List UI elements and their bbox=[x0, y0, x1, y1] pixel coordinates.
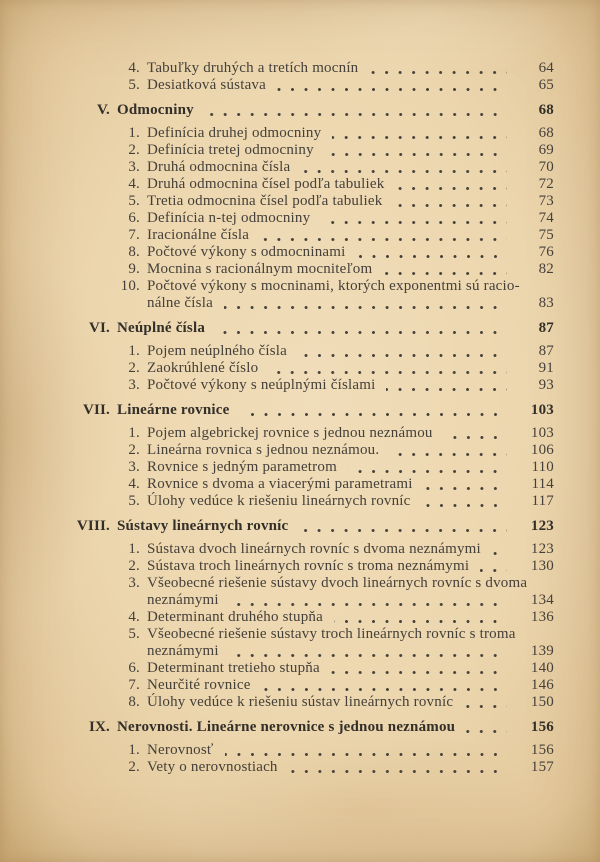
entry-title: Tabuľky druhých a tretích mocnín bbox=[147, 60, 359, 76]
entry-number: 3. bbox=[128, 459, 140, 475]
entry-number: 7. bbox=[128, 227, 140, 243]
entry-page-number: 110 bbox=[531, 459, 554, 475]
toc-entry bbox=[60, 677, 554, 694]
entry-page-number: 106 bbox=[530, 442, 554, 458]
entry-title: Tretia odmocnina čísel podľa tabuliek bbox=[147, 193, 383, 209]
entry-title: Definícia n-tej odmocniny bbox=[147, 210, 311, 226]
entry-number: 4. bbox=[128, 60, 140, 76]
dot-leader bbox=[301, 170, 507, 173]
entry-title: Iracionálne čísla bbox=[147, 227, 250, 243]
toc-entry bbox=[60, 244, 554, 261]
entry-title: Zaokrúhlené číslo bbox=[147, 360, 259, 376]
entry-title: Rovnice s dvoma a viacerými parametrami bbox=[147, 476, 413, 492]
entry-number: 2. bbox=[128, 142, 140, 158]
entry-page-number: 76 bbox=[538, 244, 554, 260]
entry-number: 1. bbox=[128, 541, 140, 557]
entry-title: Úlohy vedúce k riešeniu lineárnych rovníc bbox=[147, 493, 411, 509]
dot-leader bbox=[386, 388, 507, 391]
entry-page-number: 68 bbox=[538, 125, 554, 141]
dot-leader bbox=[298, 354, 507, 357]
entry-title: Neurčité rovnice bbox=[147, 677, 251, 693]
entry-title: Desiatková sústava bbox=[147, 77, 266, 93]
entry-title: Odmocniny bbox=[117, 102, 194, 118]
entry-title: Lineárna rovnica s jednou neznámou. bbox=[147, 442, 380, 458]
entry-title: Pojem algebrickej rovnice s jednou neznámou bbox=[147, 425, 433, 441]
entry-page-number: 103 bbox=[530, 425, 554, 441]
entry-number: 5. bbox=[128, 626, 140, 642]
dot-leader bbox=[331, 671, 507, 674]
dot-leader bbox=[464, 705, 507, 708]
entry-page-number: 74 bbox=[538, 210, 554, 226]
dot-leader bbox=[357, 255, 508, 258]
entry-number: 1. bbox=[128, 343, 140, 359]
entry-number: 9. bbox=[128, 261, 140, 277]
dot-leader bbox=[216, 331, 507, 334]
dot-leader bbox=[395, 187, 507, 190]
toc-entry bbox=[60, 227, 554, 244]
entry-title: Nerovnosť bbox=[147, 742, 214, 758]
dot-leader bbox=[444, 436, 507, 439]
entry-number: 5. bbox=[128, 77, 140, 93]
entry-number: 6. bbox=[128, 660, 140, 676]
toc-section-heading bbox=[60, 518, 554, 535]
entry-number: 10. bbox=[120, 278, 140, 294]
entry-title: Nerovnosti. Lineárne nerovnice s jednou neznámou bbox=[117, 719, 456, 735]
toc-entry bbox=[60, 343, 554, 360]
entry-page-number: 93 bbox=[538, 377, 554, 393]
dot-leader bbox=[262, 688, 507, 691]
entry-title: Definícia tretej odmocniny bbox=[147, 142, 314, 158]
toc-entry bbox=[60, 125, 554, 142]
entry-number: 1. bbox=[128, 425, 140, 441]
entry-number: 1. bbox=[128, 125, 140, 141]
dot-leader bbox=[277, 88, 507, 91]
dot-leader bbox=[241, 413, 508, 416]
toc-entry bbox=[60, 142, 554, 159]
entry-page-number: 75 bbox=[538, 227, 554, 243]
entry-title: Úlohy vedúce k riešeniu sústav lineárnych rovníc bbox=[147, 694, 454, 710]
dot-leader bbox=[269, 371, 507, 374]
toc-entry bbox=[60, 425, 554, 442]
entry-title: Sústava dvoch lineárnych rovníc s dvoma neznámymi bbox=[147, 541, 481, 557]
entry-page-number: 87 bbox=[538, 320, 554, 336]
entry-page-number: 68 bbox=[538, 102, 554, 118]
entry-page-number: 150 bbox=[530, 694, 554, 710]
entry-number: 5. bbox=[128, 193, 140, 209]
dot-leader bbox=[299, 529, 507, 532]
dot-leader bbox=[230, 654, 507, 657]
entry-title: Druhá odmocnina čísel podľa tabuliek bbox=[147, 176, 385, 192]
dot-leader bbox=[492, 552, 507, 555]
entry-title: Počtové výkony s neúplnými číslami bbox=[147, 377, 376, 393]
dot-leader bbox=[332, 136, 507, 139]
toc-entry bbox=[60, 459, 554, 476]
entry-page-number: 73 bbox=[538, 193, 554, 209]
entry-title: Počtové výkony s odmocninami bbox=[147, 244, 346, 260]
toc-entry bbox=[60, 742, 554, 759]
toc-entry bbox=[60, 360, 554, 377]
entry-number: VII. bbox=[82, 402, 110, 418]
toc-entry bbox=[60, 558, 554, 575]
dot-leader bbox=[205, 113, 507, 116]
entry-title: Všeobecné riešenie sústavy troch lineárnych rovníc s troma neznámymi 139 bbox=[147, 626, 554, 659]
entry-number: 2. bbox=[128, 759, 140, 775]
dot-leader bbox=[422, 504, 507, 507]
entry-number: 7. bbox=[128, 677, 140, 693]
toc-section-heading bbox=[60, 719, 554, 736]
entry-title: Neúplné čísla bbox=[117, 320, 206, 336]
dot-leader bbox=[334, 620, 507, 623]
toc-entry bbox=[60, 609, 554, 626]
toc-entry bbox=[60, 60, 554, 77]
entry-page-number: 130 bbox=[530, 558, 554, 574]
entry-number: 8. bbox=[128, 694, 140, 710]
toc-entry bbox=[60, 694, 554, 711]
entry-title: Počtové výkony s mocninami, ktorých exponentmi sú racio- nálne čísla 83 bbox=[147, 278, 554, 311]
entry-number: 6. bbox=[128, 210, 140, 226]
entry-page-number: 123 bbox=[530, 518, 554, 534]
dot-leader bbox=[348, 470, 507, 473]
entry-page-number: 72 bbox=[538, 176, 554, 192]
entry-page-number: 140 bbox=[530, 660, 554, 676]
entry-page-number: 156 bbox=[530, 719, 554, 735]
entry-number: IX. bbox=[88, 719, 110, 735]
entry-page-number: 83 bbox=[538, 295, 554, 311]
entry-number: VI. bbox=[88, 320, 110, 336]
entry-title: Definícia druhej odmocniny bbox=[147, 125, 322, 141]
toc-entry bbox=[60, 626, 554, 660]
dot-leader bbox=[224, 306, 507, 309]
dot-leader bbox=[390, 453, 507, 456]
entry-number: VIII. bbox=[76, 518, 110, 534]
entry-page-number: 117 bbox=[531, 493, 554, 509]
toc-entry bbox=[60, 77, 554, 94]
entry-page-number: 136 bbox=[530, 609, 554, 625]
entry-page-number: 146 bbox=[530, 677, 554, 693]
entry-number: 3. bbox=[128, 377, 140, 393]
entry-title: Rovnice s jedným parametrom bbox=[147, 459, 337, 475]
entry-title: Lineárne rovnice bbox=[117, 402, 230, 418]
entry-number: 5. bbox=[128, 493, 140, 509]
entry-page-number: 65 bbox=[538, 77, 554, 93]
dot-leader bbox=[466, 730, 507, 733]
entry-page-number: 114 bbox=[531, 476, 554, 492]
entry-number: 3. bbox=[128, 575, 140, 591]
entry-title: Determinant tretieho stupňa bbox=[147, 660, 320, 676]
toc-entry bbox=[60, 278, 554, 312]
entry-page-number: 157 bbox=[530, 759, 554, 775]
toc-entry bbox=[60, 193, 554, 210]
dot-leader bbox=[225, 753, 507, 756]
toc-entry bbox=[60, 759, 554, 776]
entry-number: 4. bbox=[128, 176, 140, 192]
entry-number: 2. bbox=[128, 558, 140, 574]
entry-title: Vety o nerovnostiach bbox=[147, 759, 278, 775]
toc-entry bbox=[60, 442, 554, 459]
toc-entry bbox=[60, 176, 554, 193]
entry-number: 4. bbox=[128, 476, 140, 492]
toc-entry bbox=[60, 541, 554, 558]
entry-number: 3. bbox=[128, 159, 140, 175]
dot-leader bbox=[289, 770, 507, 773]
toc-section-heading bbox=[60, 102, 554, 119]
entry-page-number: 87 bbox=[538, 343, 554, 359]
entry-title: Mocnina s racionálnym mocniteľom bbox=[147, 261, 373, 277]
dot-leader bbox=[383, 272, 507, 275]
entry-number: V. bbox=[96, 102, 110, 118]
entry-title: Sústava troch lineárnych rovníc s troma neznámymi bbox=[147, 558, 470, 574]
entry-page-number: 103 bbox=[530, 402, 554, 418]
entry-title: Druhá odmocnina čísla bbox=[147, 159, 291, 175]
entry-title: Všeobecné riešenie sústavy dvoch lineárnych rovníc s dvoma neznámymi 134 bbox=[147, 575, 554, 608]
dot-leader bbox=[325, 153, 507, 156]
entry-page-number: 82 bbox=[538, 261, 554, 277]
dot-leader bbox=[230, 603, 507, 606]
dot-leader bbox=[480, 569, 507, 572]
toc-entry bbox=[60, 660, 554, 677]
entry-page-number: 64 bbox=[538, 60, 554, 76]
entry-title: Determinant druhého stupňa bbox=[147, 609, 323, 625]
dot-leader bbox=[321, 221, 507, 224]
toc-entry bbox=[60, 159, 554, 176]
entry-page-number: 156 bbox=[530, 742, 554, 758]
entry-number: 1. bbox=[128, 742, 140, 758]
entry-page-number: 123 bbox=[530, 541, 554, 557]
dot-leader bbox=[369, 71, 507, 74]
entry-page-number: 139 bbox=[530, 643, 554, 659]
toc-entry bbox=[60, 575, 554, 609]
toc-section-heading bbox=[60, 402, 554, 419]
toc-entry bbox=[60, 377, 554, 394]
entry-page-number: 91 bbox=[538, 360, 554, 376]
entry-number: 8. bbox=[128, 244, 140, 260]
entry-title: Pojem neúplného čísla bbox=[147, 343, 288, 359]
dot-leader bbox=[260, 238, 507, 241]
entry-number: 2. bbox=[128, 360, 140, 376]
table-of-contents bbox=[60, 60, 554, 776]
toc-section-heading bbox=[60, 320, 554, 337]
dot-leader bbox=[393, 204, 507, 207]
entry-number: 4. bbox=[128, 609, 140, 625]
entry-page-number: 134 bbox=[530, 592, 554, 608]
toc-entry bbox=[60, 261, 554, 278]
entry-number: 2. bbox=[128, 442, 140, 458]
dot-leader bbox=[424, 487, 507, 490]
toc-entry bbox=[60, 476, 554, 493]
entry-page-number: 70 bbox=[538, 159, 554, 175]
toc-entry bbox=[60, 210, 554, 227]
entry-title: Sústavy lineárnych rovníc bbox=[117, 518, 289, 534]
toc-entry bbox=[60, 493, 554, 510]
entry-page-number: 69 bbox=[538, 142, 554, 158]
